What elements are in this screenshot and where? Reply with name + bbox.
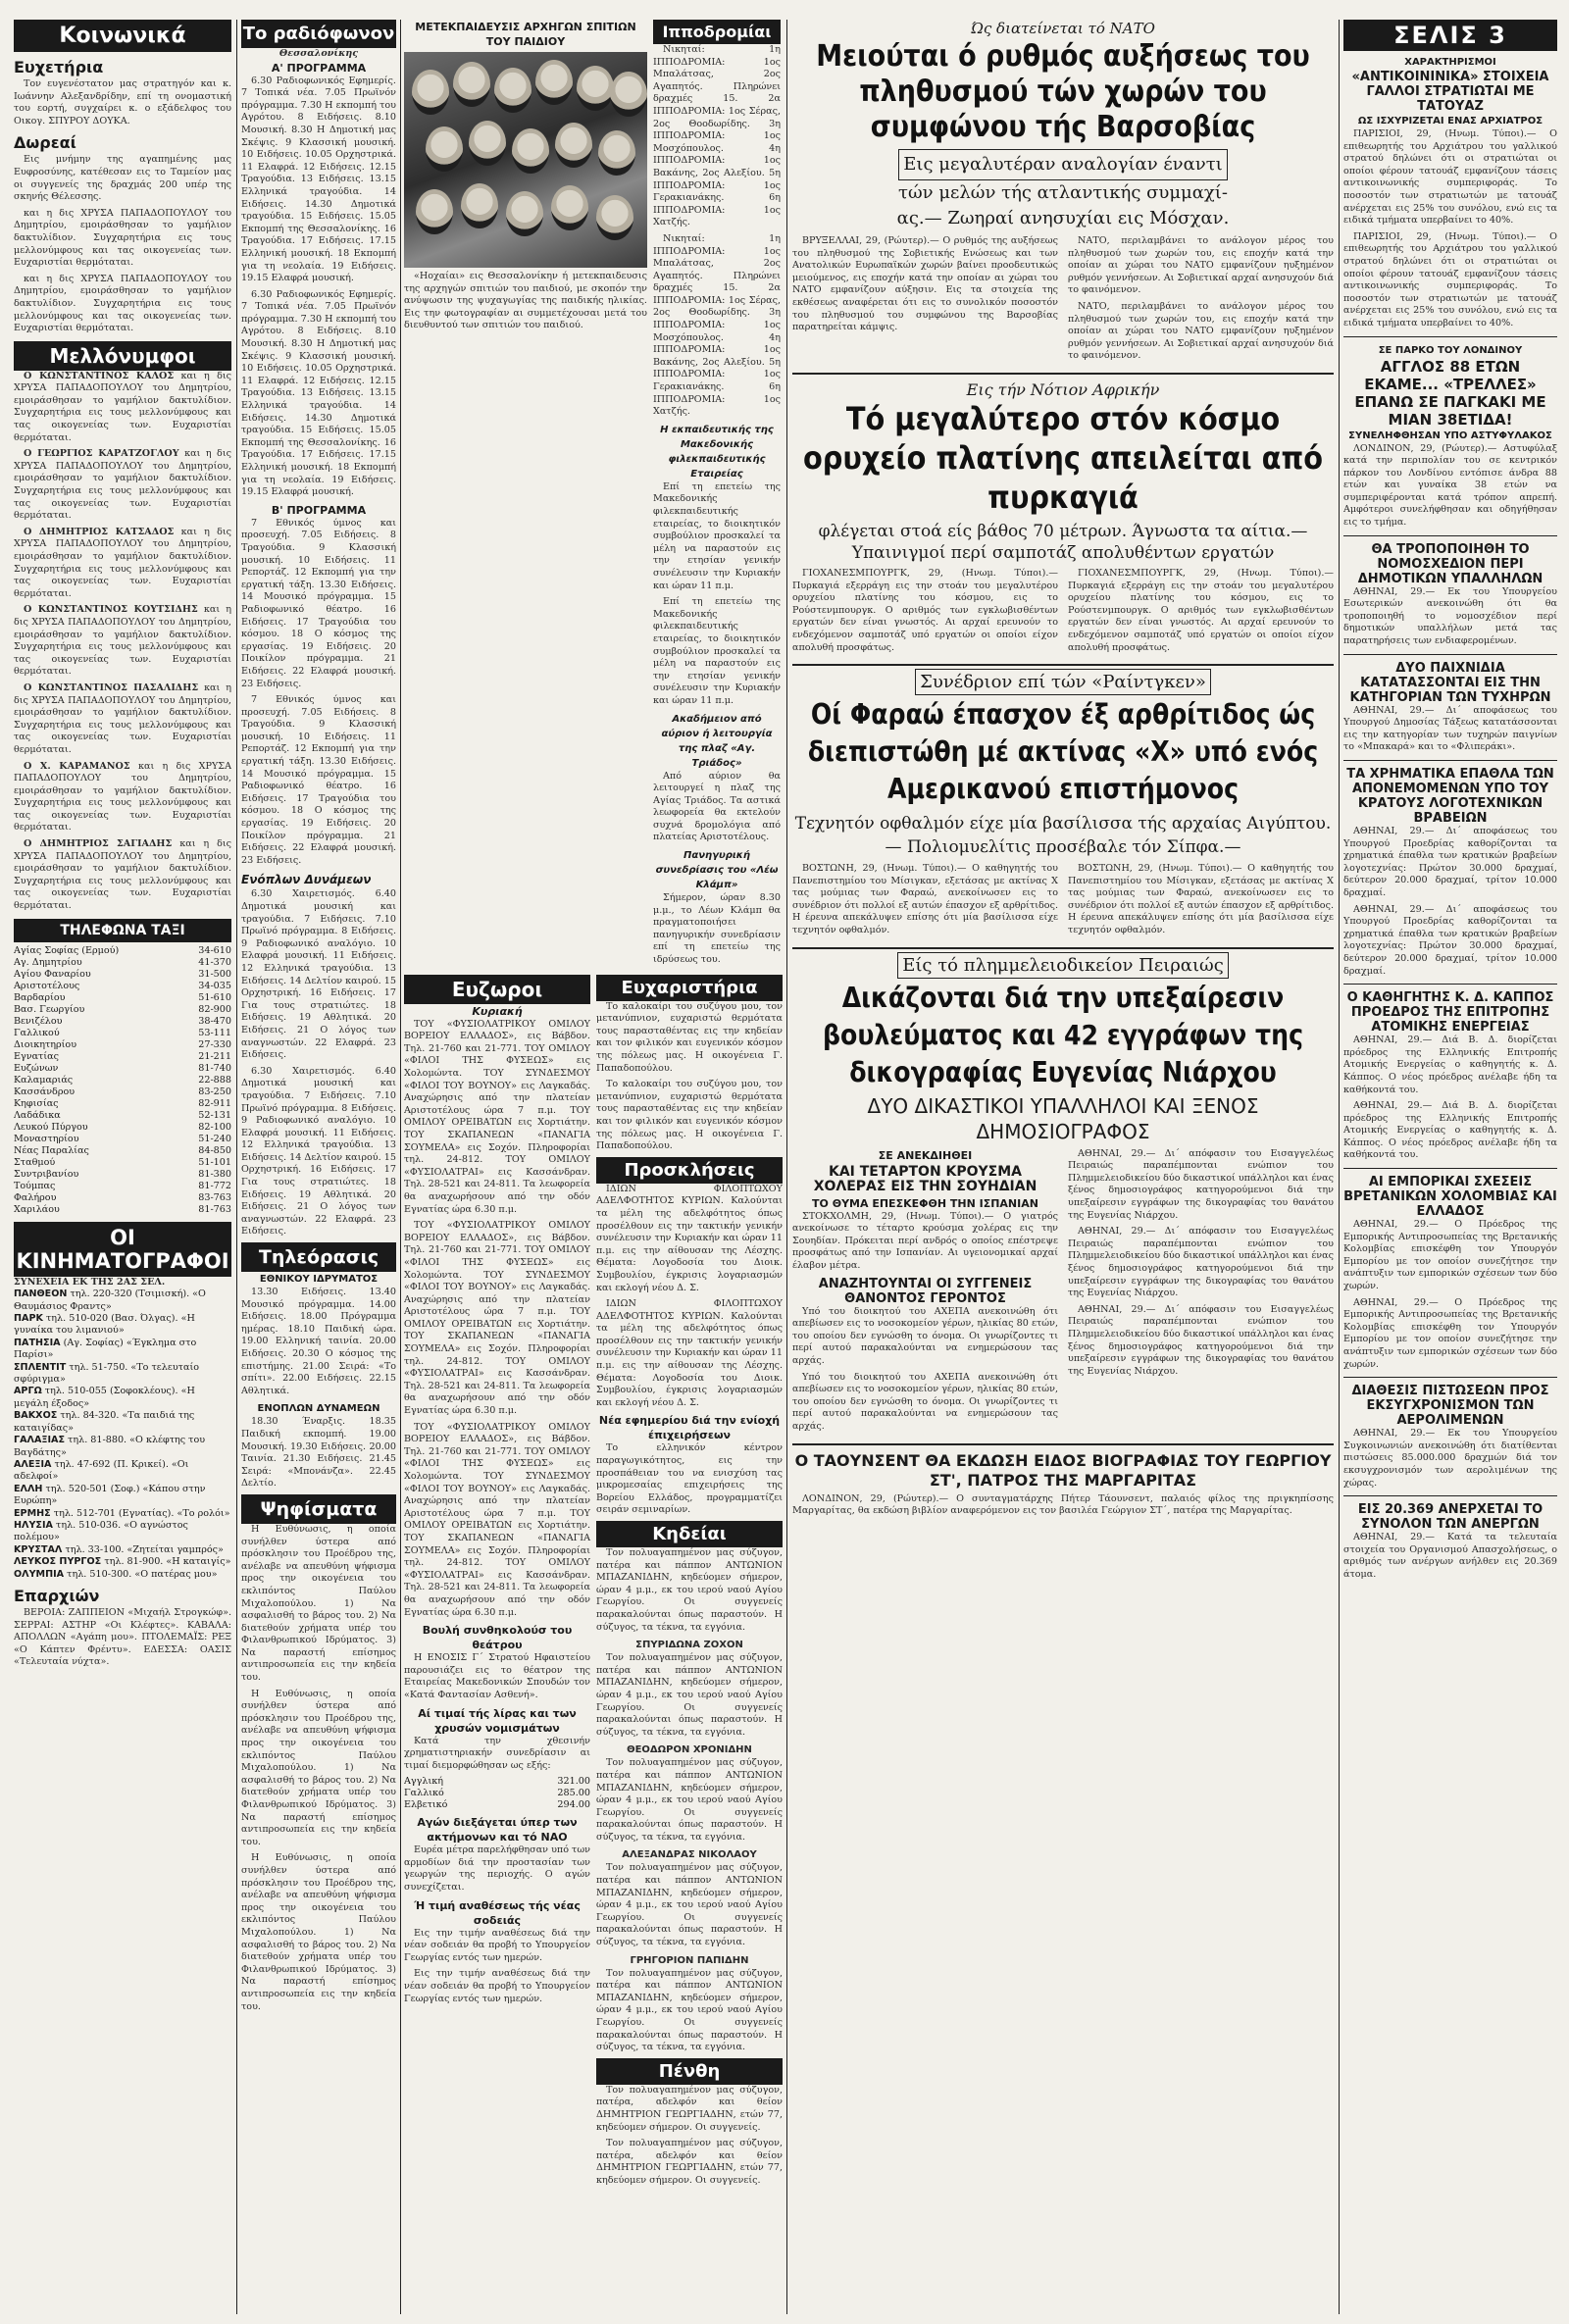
taxi-number: 81-772 <box>198 1180 231 1191</box>
africa-text: ΓΙΟΧΑΝΕΣΜΠΟΥΡΓΚ, 29, (Ηνωμ. Τύποι).— Πυρκαγιά εξερράγη εις την στοάν του μεγαλυτέρου ορυχείου πλατίνης του κόσμου, εις το Ρούστενμπουργκ. Ο αριθμός των εγκλωβισθέντων εργατών δεν είναι γνωστός. Αι αρχαί ερευνούν το ενδεχόμενον σαμποτάζ υπό εργατών οι οποίοι είχον απολυθή προσφάτως. <box>792 567 1058 653</box>
timi-text: Κατά την χθεσινήν χρηματιστηριακήν συνεδρίασιν αι τιμαί διεμορφώθησαν ως εξής: <box>404 1735 590 1771</box>
cinema-name: ΕΛΛΗ <box>14 1483 43 1494</box>
akadimia-text: Από αύριον θα λειτουργεί η πλαζ της Αγίας Τριάδος. Τα αστικά λεωφορεία θα εκτελούν συχνά δρομολόγια από πλατείας Αριστοτέλους. <box>653 770 781 843</box>
hippodromia-header: Ιπποδρομίαι <box>653 20 781 44</box>
taxi-row <box>14 1098 231 1110</box>
kideies-header: Κηδείαι <box>596 1521 783 1547</box>
taxi-row <box>14 1169 231 1181</box>
cholera-subhead: ΤΟ ΘΥΜΑ ΕΠΕΣΚΕΦΘΗ ΤΗΝ ΙΣΠΑΝΙΑΝ <box>812 1196 1038 1210</box>
taxi-number: 52-131 <box>198 1109 231 1121</box>
taxi-row <box>14 1134 231 1145</box>
makedoniki-title: Η εκπαιδευτικής της Μακεδονικής φιλεκπαιδευτικής Εταιρείας <box>660 424 774 480</box>
column-rule <box>236 20 237 2314</box>
price-row <box>404 1799 590 1811</box>
taxi-row <box>14 992 231 1004</box>
taxi-name: Φαλήρου <box>14 1191 57 1203</box>
cinema-listing: τηλ. 520-501 (Σοφ.) «Κάπου στην Ευρώπη» <box>14 1483 206 1507</box>
cinema-name: ΒΑΚΧΟΣ <box>14 1410 58 1422</box>
taxi-row <box>14 945 231 957</box>
cinema-name: ΛΕΥΚΟΣ ΠΥΡΓΟΣ <box>14 1556 102 1568</box>
nato-kicker: Ώς διατείνεται τό ΝΑΤΟ <box>971 20 1155 37</box>
agon-title: Αγών διεξάγεται ύπερ των ακτήμονων και τό ΝΑΟ <box>417 1816 578 1844</box>
cinema-name: ΗΛΥΣΙΑ <box>14 1519 53 1531</box>
cinema-list <box>14 1288 231 1581</box>
taxi-name: Κασσάνδρου <box>14 1086 76 1097</box>
cinema-item <box>14 1556 231 1568</box>
timi-title: Αί τιμαί τής λίρας και των χρυσών νομισμάτων <box>418 1706 577 1735</box>
headline-6: Ο ΚΑΘΗΓΗΤΗΣ Κ. Δ. ΚΑΠΠΟΣ ΠΡΟΕΔΡΟΣ ΤΗΣ ΕΠΙΤΡΟΠΗΣ ΑΤΟΜΙΚΗΣ ΕΝΕΡΓΕΙΑΣ <box>1346 990 1554 1036</box>
cinema-item <box>14 1484 231 1508</box>
cinema-item <box>14 1313 231 1338</box>
taxi-name: Κηφισίας <box>14 1097 59 1109</box>
peiraia-headline: Δικάζονται διά την υπεξαίρεσιν βουλεύματος και 42 εγγράφων της δικογραφίας Ευγενίας Νιάρχου <box>822 981 1303 1088</box>
nato-text-2: ΝΑΤΟ, περιλαμβάνει το ανάλογον μέρος του πληθυσμού των χωρών του, εις εποχήν κατά την οποίαν αι χώραι του ΝΑΤΟ εμφανίζουν ηυξημένον ρυθμόν γεννήσεων. Αι Σοβιετικαί αρχαί ανησυχούν διά το φαινόμενον. ΝΑΤΟ, περιλαμβάνει το ανάλογον μέρος του πληθυσμού των χωρών του, εις εποχήν κατά την οποίαν αι χώραι του ΝΑΤΟ εμφανίζουν ηυξημένον ρυθμόν γεννήσεων. Αι Σοβιετικαί αρχαί ανησυχούν διά το φαινόμενον. <box>1068 235 1334 362</box>
cinema-name: ΠΑΝΘΕΟΝ <box>14 1288 68 1300</box>
radio-header: Το ραδιόφωνον <box>241 20 396 48</box>
cinema-name: ΑΛΕΞΙΑ <box>14 1458 52 1470</box>
headline-3: ΘΑ ΤΡΟΠΟΠΟΙΗΘΗ ΤΟ ΝΟΜΟΣΧΕΔΙΟΝ ΠΕΡΙ ΔΗΜΟΤΙΚΩΝ ΥΠΑΛΛΗΛΩΝ <box>1357 541 1544 586</box>
nea-title: Νέα εφημερίου διά την ενίοχή έπιχειρήσεων <box>598 1414 781 1442</box>
geron-headline: ΑΝΑΖΗΤΟΥΝΤΑΙ ΟΙ ΣΥΓΓΕΝΕΙΣ ΘΑΝΟΝΤΟΣ ΓΕΡΟΝΤΟΣ <box>818 1276 1033 1306</box>
nato-subhead: Εις μεγαλυτέραν αναλογίαν έναντι τών μελών τής ατλαντικής συμμαχί- ας.— Ζωηραί ανησυχίαι εις Μόσχαν. <box>792 149 1334 231</box>
headline-4: ΔΥΟ ΠΑΙΧΝΙΔΙΑ ΚΑΤΑΤΑΣΣΟΝΤΑΙ ΕΙΣ ΤΗΝ ΚΑΤΗΓΟΡΙΑΝ ΤΩΝ ΤΥΧΗΡΩΝ <box>1349 660 1551 705</box>
cinema-listing: τηλ. 512-701 (Εγνατίας). «Το ρολόι» <box>53 1507 230 1519</box>
taxi-row <box>14 1039 231 1051</box>
cinema-name: ΠΑΤΗΣΙΑ <box>14 1337 61 1348</box>
photo-title: ΜΕΤΕΚΠΑΙΔΕΥΣΙΣ ΑΡΧΗΓΩΝ ΣΠΙΤΙΩΝ ΤΟΥ ΠΑΙΔΙΟΥ <box>415 21 636 48</box>
raintgen-text: ΒΟΣΤΩΝΗ, 29, (Ηνωμ. Τύποι).— Ο καθηγητής του Πανεπιστημίου του Μίσιγκαν, εξετάσας με ακτίνας Χ τας μούμιας των Φαραώ, ανεκοίνωσεν εις το συνέδριον ότι πολλοί εξ αυτών έπασχον εξ αρθρίτιδος. Η έρευνα απεκάλυψεν επίσης ότι μία βασίλισσα είχε τεχνητόν οφθαλμόν. <box>792 863 1058 936</box>
cholera-text: ΣΤΟΚΧΟΛΜΗ, 29, (Ηνωμ. Τύποι).— Ο γιατρός ανεκοίνωσε το τέταρτο κρούσμα χολέρας εις την Σουηδίαν. Πρόκειται περί ανδρός ο οποίος επέστρεψε προσφάτως από την Ισπανίαν. Αι υγειονομικαί αρχαί έλαβον μέτρα. <box>792 1210 1058 1272</box>
price-label: Αγγλική <box>404 1776 443 1788</box>
text-7: ΑΘΗΝΑΙ, 29.— Ο Πρόεδρος της Εμπορικής Αντιπροσωπείας της Βρετανικής Κολομβίας επισκέφθη τον Υπουργόν Εμπορίου με τον οποίον συνεζήτησε την ανάπτυξιν των εμπορικών σχέσεων των δύο χωρών. ΑΘΗΝΑΙ, 29.— Ο Πρόεδρος της Εμπορικής Αντιπροσωπείας της Βρετανικής Κολομβίας επισκέφθη τον Υπουργόν Εμπορίου με τον οποίον συνεζήτησε την ανάπτυξιν των εμπορικών σχέσεων των δύο χωρών. <box>1343 1219 1557 1370</box>
text-2: ΛΟΝΔΙΝΟΝ, 29, (Ρώυτερ).— Αστυφύλαξ κατά την περιπολίαν του σε κεντρικόν πάρκον του Λονδίνου εντόπισε άνδρα 88 ετών και γυναίκα 38 ετών να συμπεριφέρονται κατά τρόπον απρεπή. Αμφότεροι συνελήφθησαν και οδηγήθησαν εις το τμήμα. <box>1343 442 1557 529</box>
price-label: Ελβετικό <box>404 1799 448 1811</box>
taxi-name: Μοναστηρίου <box>14 1133 79 1144</box>
cinema-header: ΟΙ ΚΙΝΗΜΑΤΟΓΡΑΦΟΙ <box>14 1222 231 1277</box>
headline-1-sub: ΩΣ ΙΣΧΥΡΙΖΕΤΑΙ ΕΝΑΣ ΑΡΧΙΑΤΡΟΣ <box>1357 116 1544 126</box>
text-4: ΑΘΗΝΑΙ, 29.— Δι΄ αποφάσεως του Υπουργού Δημοσίας Τάξεως κατατάσσονται εις την κατηγορίαν των τυχηρών παιγνίων το «Μπακαρά» και το «Φλιπεράκι». <box>1343 704 1557 753</box>
vouli-text: Η ΕΝΟΣΙΣ Γ΄ Στρατού Ηφαιστείου παρουσιάζει εις το θέατρον της Εταιρείας Μακεδονικών Σπουδών τον «Κατά Φαντασίαν Ασθενή». <box>404 1652 590 1700</box>
headline-7: ΑΙ ΕΜΠΟΡΙΚΑΙ ΣΧΕΣΕΙΣ ΒΡΕΤΑΝΙΚΩΝ ΧΟΛΟΜΒΙΑΣ ΚΑΙ ΕΛΛΑΔΟΣ <box>1343 1175 1557 1220</box>
column-middle <box>404 20 783 2314</box>
taxi-name: Λαδάδικα <box>14 1109 61 1121</box>
africa-headline: Τό μεγαλύτερο στόν κόσμο ορυχείο πλατίνης απειλείται από πυρκαγιά <box>802 399 1323 516</box>
cinema-name: ΕΡΜΗΣ <box>14 1507 51 1519</box>
cholera-kicker: ΣΕ ΑΝΕΚΔΙΗΘΕΙ <box>878 1148 973 1162</box>
column-right <box>1343 20 1557 2314</box>
cinema-listing: τηλ. 510-020 (Βασ. Όλγας). «Η γυναίκα του λιμανιού» <box>14 1313 195 1337</box>
taxi-number: 81-763 <box>198 1203 231 1215</box>
taxi-number: 81-380 <box>198 1168 231 1180</box>
enoplon-text: 6.30 Χαιρετισμός. 6.40 Δημοτικά μουσική και τραγούδια. 7 Ειδήσεις. 7.10 Πρωϊνό πρόγραμμα. 8 Ειδήσεις. 9 Ραδιοφωνικό αναλόγιο. 10 Ελαφρά μουσική. 11 Ειδήσεις. 12 Ελληνικά τραγούδια. 13 Ειδήσεις. 14 Δελτίον καιρού. 15 Ορχηστρική. 16 Ειδήσεις. 17 Για τους στρατιώτες. 18 Ειδήσεις. 19 Αθλητικά. 20 Ειδήσεις. 21 Ο λόγος των αναγνωστών. 22 Ελαφρά. 23 Ειδήσεις. 6.30 Χαιρετισμός. 6.40 Δημοτικά μουσική και τραγούδια. 7 Ειδήσεις. 7.10 Πρωϊνό πρόγραμμα. 8 Ειδήσεις. 9 Ραδιοφωνικό αναλόγιο. 10 Ελαφρά μουσική. 11 Ειδήσεις. 12 Ελληνικά τραγούδια. 13 Ειδήσεις. 14 Δελτίον καιρού. 15 Ορχηστρική. 16 Ειδήσεις. 17 Για τους στρατιώτες. 18 Ειδήσεις. 19 Αθλητικά. 20 Ειδήσεις. 21 Ο λόγος των αναγνωστών. 22 Ελαφρά. 23 Ειδήσεις. <box>241 888 396 1238</box>
makedoniki-text: Επί τη επετείω της Μακεδονικής φιλεκπαιδευτικής εταιρείας, το διοικητικόν συμβούλιον προσκαλεί τα μέλη να παραστούν εις την ετησίαν γενικήν συνέλευσιν την Κυριακήν και ώραν 11 π.μ. Επί τη επετείω της Μακεδονικής φιλεκπαιδευτικής εταιρείας, το διοικητικόν συμβούλιον προσκαλεί τα μέλη να παραστούν εις την ετησίαν γενικήν συνέλευσιν την Κυριακήν και ώραν 11 π.μ. <box>653 480 781 706</box>
taxi-name: Αριστοτέλους <box>14 980 80 991</box>
taxi-row <box>14 1075 231 1086</box>
headline-2: ΑΓΓΛΟΣ 88 ΕΤΩΝ ΕΚΑΜΕ... «ΤΡΕΛΛΕΣ» ΕΠΑΝΩ ΣΕ ΠΑΓΚΑΚΙ ΜΕ ΜΙΑΝ 38ΕΤΙΔΑ! <box>1354 357 1546 429</box>
taxi-name: Βενιζέλου <box>14 1015 63 1027</box>
text-1: ΠΑΡΙΣΙΟΙ, 29, (Ηνωμ. Τύποι).— Ο επιθεωρητής του Αρχιάτρου του γαλλικού στρατού δηλώνει ότι οι στρατιώται οι οποίοι φέρουν τατουάζ εμφανίζουν τάσεις αντικοινωνικής συμπεριφοράς. Το ποσοστόν των στρατιωτών με τατουάζ ανέρχεται εις 25% του συνόλου, ενώ εις τα ειδικά τμήματα υπερβαίνει το 40%. ΠΑΡΙΣΙΟΙ, 29, (Ηνωμ. Τύποι).— Ο επιθεωρητής του Αρχιάτρου του γαλλικού στρατού δηλώνει ότι οι στρατιώται οι οποίοι φέρουν τατουάζ εμφανίζουν τάσεις αντικοινωνικής συμπεριφοράς. Το ποσοστόν των στρατιωτών με τατουάζ ανέρχεται εις 25% του συνόλου, ενώ εις τα ειδικά τμήματα υπερβαίνει το 40%. <box>1343 128 1557 328</box>
text-9: ΑΘΗΝΑΙ, 29.— Κατά τα τελευταία στοιχεία του Οργανισμού Απασχολήσεως, ο αριθμός των ανέργων ανήλθεν εις 20.369 άτομα. <box>1343 1532 1557 1580</box>
peiraia-kicker: Είς τό πλημμελειοδικείον Πειραιώς <box>792 955 1334 976</box>
nea-text: Το ελληνικόν κέντρον παραγωγικότητος, εις την προσπάθειαν του να ενισχύση τας μικρομεσαίας επιχειρήσεις της Βορείου Ελλάδος, προγραμματίζει σειράν σεμιναρίων. <box>596 1442 783 1516</box>
taxi-name: Αγίου Φαναρίου <box>14 968 91 980</box>
taxi-number: 82-911 <box>198 1097 231 1109</box>
taxi-row <box>14 1063 231 1075</box>
group-photo <box>404 52 647 268</box>
kicker-1: ΧΑΡΑΚΤΗΡΙΣΜΟΙ <box>1404 57 1496 68</box>
taxi-row <box>14 1051 231 1063</box>
melloyntes-header: Μελλόνυμφοι <box>14 341 231 371</box>
cinema-listing: τηλ. 510-055 (Σοφοκλέους). «Η μεγάλη έξοδος» <box>14 1386 195 1409</box>
tv2-sub: ΕΝΟΠΛΩΝ ΔΥΝΑΜΕΩΝ <box>257 1403 380 1415</box>
headline-8: ΔΙΑΘΕΣΙΣ ΠΙΣΤΩΣΕΩΝ ΠΡΟΣ ΕΚΣΥΓΧΡΟΝΙΣΜΟΝ ΤΩΝ ΑΕΡΟΛΙΜΕΝΩΝ <box>1351 1384 1549 1429</box>
price-row <box>404 1788 590 1799</box>
taxi-row <box>14 1004 231 1016</box>
taxi-row <box>14 981 231 992</box>
africa-subhead: φλέγεται στοά είς βάθος 70 μέτρων. Άγνωστα τα αίτια.— Υπαινιγμοί περί σαμποτάζ απολυθέντων εργατών <box>818 521 1308 563</box>
taxi-number: 31-500 <box>198 968 231 980</box>
taxi-row <box>14 969 231 981</box>
raintgen-text-2: ΒΟΣΤΩΝΗ, 29, (Ηνωμ. Τύποι).— Ο καθηγητής του Πανεπιστημίου του Μίσιγκαν, εξετάσας με ακτίνας Χ τας μούμιας των Φαραώ, ανεκοίνωσεν εις το συνέδριον ότι πολλοί εξ αυτών έπασχον εξ αρθρίτιδος. Η έρευνα απεκάλυψεν επίσης ότι μία βασίλισσα είχε τεχνητόν οφθαλμόν. <box>1068 863 1334 936</box>
eyzoroi-text: ΤΟΥ «ΦΥΣΙΟΛΑΤΡΙΚΟΥ ΟΜΙΛΟΥ ΒΟΡΕΙΟΥ ΕΛΛΑΔΟΣ», εις Βάβδον. Τηλ. 21-760 και 21-771. ΤΟΥ ΟΜΙΛΟΥ «ΦΙΛΟΙ ΤΗΣ ΦΥΣΕΩΣ» εις Χολομώντα. ΤΟΥ ΣΥΝΔΕΣΜΟΥ «ΦΙΛΟΙ ΤΟΥ ΒΟΥΝΟΥ» εις Λαγκαδάς. Αναχώρησις από την πλατείαν Αριστοτέλους ώρα 7 π.μ. ΤΟΥ ΟΜΙΛΟΥ ΟΡΕΙΒΑΤΩΝ εις Χορτιάτην. ΤΟΥ ΣΚΑΠΑΝΕΩΝ «ΠΑΝΑΓΙΑ ΣΟΥΜΕΛΑ» εις Σοχόν. Πληροφορίαι τηλ. 24-812. ΤΟΥ ΟΜΙΛΟΥ «ΦΥΣΙΟΛΑΤΡΑΙ» εις Κασσάνδραν. Τηλ. 28-521 και 24-811. Τα λεωφορεία θα αναχωρήσουν από την οδόν Εγνατίας ώρα 6.30 π.μ. ΤΟΥ «ΦΥΣΙΟΛΑΤΡΙΚΟΥ ΟΜΙΛΟΥ ΒΟΡΕΙΟΥ ΕΛΛΑΔΟΣ», εις Βάβδον. Τηλ. 21-760 και 21-771. ΤΟΥ ΟΜΙΛΟΥ «ΦΙΛΟΙ ΤΗΣ ΦΥΣΕΩΣ» εις Χολομώντα. ΤΟΥ ΣΥΝΔΕΣΜΟΥ «ΦΙΛΟΙ ΤΟΥ ΒΟΥΝΟΥ» εις Λαγκαδάς. Αναχώρησις από την πλατείαν Αριστοτέλους ώρα 7 π.μ. ΤΟΥ ΟΜΙΛΟΥ ΟΡΕΙΒΑΤΩΝ εις Χορτιάτην. ΤΟΥ ΣΚΑΠΑΝΕΩΝ «ΠΑΝΑΓΙΑ ΣΟΥΜΕΛΑ» εις Σοχόν. Πληροφορίαι τηλ. 24-812. ΤΟΥ ΟΜΙΛΟΥ «ΦΥΣΙΟΛΑΤΡΑΙ» εις Κασσάνδραν. Τηλ. 28-521 και 24-811. Τα λεωφορεία θα αναχωρήσουν από την οδόν Εγνατίας ώρα 6.30 π.μ. ΤΟΥ «ΦΥΣΙΟΛΑΤΡΙΚΟΥ ΟΜΙΛΟΥ ΒΟΡΕΙΟΥ ΕΛΛΑΔΟΣ», εις Βάβδον. Τηλ. 21-760 και 21-771. ΤΟΥ ΟΜΙΛΟΥ «ΦΙΛΟΙ ΤΗΣ ΦΥΣΕΩΣ» εις Χολομώντα. ΤΟΥ ΣΥΝΔΕΣΜΟΥ «ΦΙΛΟΙ ΤΟΥ ΒΟΥΝΟΥ» εις Λαγκαδάς. Αναχώρησις από την πλατείαν Αριστοτέλους ώρα 7 π.μ. ΤΟΥ ΟΜΙΛΟΥ ΟΡΕΙΒΑΤΩΝ εις Χορτιάτην. ΤΟΥ ΣΚΑΠΑΝΕΩΝ «ΠΑΝΑΓΙΑ ΣΟΥΜΕΛΑ» εις Σοχόν. Πληροφορίαι τηλ. 24-812. ΤΟΥ ΟΜΙΛΟΥ «ΦΥΣΙΟΛΑΤΡΑΙ» εις Κασσάνδραν. Τηλ. 28-521 και 24-811. Τα λεωφορεία θα αναχωρήσουν από την οδόν Εγνατίας ώρα 6.30 π.μ. <box>404 1018 590 1618</box>
taxi-name: Βαρδαρίου <box>14 991 66 1003</box>
africa-kicker: Εις τήν Νότιον Αφρικήν <box>966 379 1160 399</box>
cinema-name: ΚΡΥΣΤΑΛ <box>14 1543 63 1555</box>
prog-a-text: 6.30 Ραδιοφωνικός Εφημερίς. 7 Τοπικά νέα. 7.05 Πρωϊνόν πρόγραμμα. 7.30 Η εκπομπή του Αγρότου. 8 Ειδήσεις. 8.10 Μουσική. 8.30 Η Δημοτική μας Σκέψις. 9 Κλασσική μουσική. 10 Ειδήσεις. 10.05 Ορχηστρικά. 11 Ελαφρά. 12 Ειδήσεις. 12.15 Τραγούδια. 13 Ειδήσεις. 13.15 Ελληνικά τραγούδια. 14 Ειδήσεις. 14.30 Δημοτικά τραγούδια. 15 Ειδήσεις. 15.05 Εκπομπή της Θεσσαλονίκης. 16 Τραγούδια. 17 Ειδήσεις. 17.15 Ελληνική μουσική. 18 Εκπομπή για τη νεολαία. 19 Ειδήσεις. 19.15 Ελαφρά μουσική. 6.30 Ραδιοφωνικός Εφημερίς. 7 Τοπικά νέα. 7.05 Πρωϊνόν πρόγραμμα. 7.30 Η εκπομπή του Αγρότου. 8 Ειδήσεις. 8.10 Μουσική. 8.30 Η Δημοτική μας Σκέψις. 9 Κλασσική μουσική. 10 Ειδήσεις. 10.05 Ορχηστρικά. 11 Ελαφρά. 12 Ειδήσεις. 12.15 Τραγούδια. 13 Ειδήσεις. 13.15 Ελληνικά τραγούδια. 14 Ειδήσεις. 14.30 Δημοτικά τραγούδια. 15 Ειδήσεις. 15.05 Εκπομπή της Θεσσαλονίκης. 16 Τραγούδια. 17 Ειδήσεις. 17.15 Ελληνική μουσική. 18 Εκπομπή για τη νεολαία. 19 Ειδήσεις. 19.15 Ελαφρά μουσική. <box>241 75 396 498</box>
taxi-header: ΤΗΛΕΦΩΝΑ ΤΑΞΙ <box>14 919 231 942</box>
taxi-number: 83-250 <box>198 1086 231 1097</box>
eyzoroi-header: Ευζωροι <box>404 975 590 1004</box>
headline-9: ΕΙΣ 20.369 ΑΝΕΡΧΕΤΑΙ ΤΟ ΣΥΝΟΛΟΝ ΤΩΝ ΑΝΕΡΓΩΝ <box>1357 1502 1544 1533</box>
hippodromia-text: Νικηταί: 1η ΙΠΠΟΔΡΟΜΙΑ: 1ος Μπαλάτσας, 2ος Αγαπητός. Πληρώνει δραχμές 15. 2α ΙΠΠΟΔΡΟΜΙΑ: 1ος Σέρας, 2ος Θοοδωρίδης. 3η ΙΠΠΟΔΡΟΜΙΑ: 1ος Μοσχόπουλος. 4η ΙΠΠΟΔΡΟΜΙΑ: 1ος Βακάνης, 2ος Αλεξίου. 5η ΙΠΠΟΔΡΟΜΙΑ: 1ος Γερακιανάκης. 6η ΙΠΠΟΔΡΟΜΙΑ: 1ος Χατζής. Νικηταί: 1η ΙΠΠΟΔΡΟΜΙΑ: 1ος Μπαλάτσας, 2ος Αγαπητός. Πληρώνει δραχμές 15. 2α ΙΠΠΟΔΡΟΜΙΑ: 1ος Σέρας, 2ος Θοοδωρίδης. 3η ΙΠΠΟΔΡΟΜΙΑ: 1ος Μοσχόπουλος. 4η ΙΠΠΟΔΡΟΜΙΑ: 1ος Βακάνης, 2ος Αλεξίου. 5η ΙΠΠΟΔΡΟΜΙΑ: 1ος Γερακιανάκης. 6η ΙΠΠΟΔΡΟΜΙΑ: 1ος Χατζής. <box>653 44 781 418</box>
taxi-row <box>14 1181 231 1192</box>
price-value: 294.00 <box>557 1799 590 1811</box>
taxi-number: 83-763 <box>198 1191 231 1203</box>
cinema-item <box>14 1520 231 1544</box>
taxi-number: 22-888 <box>198 1074 231 1086</box>
text-3: ΑΘΗΝΑΙ, 29.— Εκ του Υπουργείου Εσωτερικών ανεκοινώθη ότι θα τροποποιηθή το νομοσχέδιον περί δημοτικών υπαλλήλων μετά τας παρατηρήσεις των ενδιαφερομένων. <box>1343 585 1557 647</box>
dorea-title: Δωρεαί <box>14 133 76 153</box>
vouli-title: Βουλή συνθηκολούσ του θεάτρου <box>422 1624 573 1652</box>
prosklisis-text: ΙΔΙΩΝ ΦΙΛΟΠΤΩΧΟΥ ΑΔΕΛΦΟΤΗΤΟΣ ΚΥΡΙΩΝ. Καλούνται τα μέλη της αδελφότητος όπως προσέλθουν εις την τακτικήν γενικήν συνέλευσιν την Κυριακήν και ώραν 11 π.μ. εις την αίθουσαν της Λέσχης. Θέματα: Λογοδοσία του Διοικ. Συμβουλίου, έγκρισις λογαριασμών και εκλογή νέου Δ. Σ. ΙΔΙΩΝ ΦΙΛΟΠΤΩΧΟΥ ΑΔΕΛΦΟΤΗΤΟΣ ΚΥΡΙΩΝ. Καλούνται τα μέλη της αδελφότητος όπως προσέλθουν εις την τακτικήν γενικήν συνέλευσιν την Κυριακήν και ώραν 11 π.μ. εις την αίθουσαν της Λέσχης. Θέματα: Λογοδοσία του Διοικ. Συμβουλίου, έγκρισις λογαριασμών και εκλογή νέου Δ. Σ. <box>596 1183 783 1408</box>
taxi-name: Διοικητηρίου <box>14 1038 77 1050</box>
kideies-text: Τον πολυαγαπημένον μας σύζυγον, πατέρα και πάππον ΑΝΤΩΝΙΟΝ ΜΠΑΖΑΝΙΔΗΝ, κηδεύομεν σήμερον, ώραν 4 μ.μ., εκ του ιερού ναού Αγίου Γεωργίου. Οι συγγενείς παρακαλούνται όπως παραστούν. Η σύζυγος, τα τέκνα, τα εγγόνια. ΣΠΥΡΙΔΩΝΑ ΖΟΧΟΝ Τον πολυαγαπημένον μας σύζυγον, πατέρα και πάππον ΑΝΤΩΝΙΟΝ ΜΠΑΖΑΝΙΔΗΝ, κηδεύομεν σήμερον, ώραν 4 μ.μ., εκ του ιερού ναού Αγίου Γεωργίου. Οι συγγενείς παρακαλούνται όπως παραστούν. Η σύζυγος, τα τέκνα, τα εγγόνια. ΘΕΟΔΩΡΟΝ ΧΡΟΝΙΔΗΝ Τον πολυαγαπημένον μας σύζυγον, πατέρα και πάππον ΑΝΤΩΝΙΟΝ ΜΠΑΖΑΝΙΔΗΝ, κηδεύομεν σήμερον, ώραν 4 μ.μ., εκ του ιερού ναού Αγίου Γεωργίου. Οι συγγενείς παρακαλούνται όπως παραστούν. Η σύζυγος, τα τέκνα, τα εγγόνια. ΑΛΕΞΑΝΔΡΑΣ ΝΙΚΟΛΑΟΥ Τον πολυαγαπημένον μας σύζυγον, πατέρα και πάππον ΑΝΤΩΝΙΟΝ ΜΠΑΖΑΝΙΔΗΝ, κηδεύομεν σήμερον, ώραν 4 μ.μ., εκ του ιερού ναού Αγίου Γεωργίου. Οι συγγενείς παρακαλούνται όπως παραστούν. Η σύζυγος, τα τέκνα, τα εγγόνια. ΓΡΗΓΟΡΙΟΝ ΠΑΠΙΔΗΝ Τον πολυαγαπημένον μας σύζυγον, πατέρα και πάππον ΑΝΤΩΝΙΟΝ ΜΠΑΖΑΝΙΔΗΝ, κηδεύομεν σήμερον, ώραν 4 μ.μ., εκ του ιερού ναού Αγίου Γεωργίου. Οι συγγενείς παρακαλούνται όπως παραστούν. Η σύζυγος, τα τέκνα, τα εγγόνια. <box>596 1547 783 2053</box>
taxi-name: Καλαμαριάς <box>14 1074 74 1086</box>
taxi-number: 82-900 <box>198 1003 231 1015</box>
cinema-name: ΠΑΡΚ <box>14 1313 43 1325</box>
headline-2-sub: ΣΥΝΕΛΗΦΘΗΣΑΝ ΥΠΟ ΑΣΤΥΦΥΛΑΚΟΣ <box>1348 429 1552 441</box>
cinema-name: ΑΡΓΩ <box>14 1386 42 1397</box>
cinema-item <box>14 1459 231 1484</box>
penthi-header: Πένθη <box>596 2058 783 2085</box>
nato-text: ΒΡΥΞΕΛΛΑΙ, 29, (Ρώυτερ).— Ο ρυθμός της αυξήσεως του πληθυσμού της Σοβιετικής Ενώσεως και των Ανατολικών Ευρωπαϊκών χωρών βαίνει προοδευτικώς μειούμενος, εις εποχήν κατά την οποίαν αι χώραι του ΝΑΤΟ εμφανίζουν αύξησιν. Εις τα στοιχεία της εκθέσεως αναφέρεται ότι εις το συνολικόν ποσοστόν του πληθυσμού του συμφώνου της Βαρσοβίας παρατηρείται κάμψις. <box>792 235 1058 333</box>
column-radio <box>241 20 396 2314</box>
prog-b-title: Β' ΠΡΟΓΡΑΜΜΑ <box>271 503 367 517</box>
taxi-number: 51-610 <box>198 991 231 1003</box>
prosklisis-header: Προσκλήσεις <box>596 1157 783 1184</box>
text-5: ΑΘΗΝΑΙ, 29.— Δι΄ αποφάσεως του Υπουργού Προεδρίας καθορίζονται τα χρηματικά έπαθλα των κρατικών βραβείων λογοτεχνίας: Πρώτον 30.000 δραχμαί, δεύτερον 20.000 δραχμαί, τρίτον 10.000 δραχμαί. ΑΘΗΝΑΙ, 29.— Δι΄ αποφάσεως του Υπουργού Προεδρίας καθορίζονται τα χρηματικά έπαθλα των κρατικών βραβείων λογοτεχνίας: Πρώτον 30.000 δραχμαί, δεύτερον 20.000 δραχμαί, τρίτον 10.000 δραχμαί. <box>1343 826 1557 977</box>
tv2-text: 18.30 Έναρξις. 18.35 Παιδική εκπομπή. 19.00 Μουσική. 19.30 Ειδήσεις. 20.00 Ταινία. 21.30 Ειδήσεις. 21.45 Σειρά: «Μπονάνζα». 22.45 Δελτίο. <box>241 1416 396 1490</box>
prog-b-text: 7 Εθνικός ύμνος και προσευχή. 7.05 Ειδήσεις. 8 Τραγούδια. 9 Κλασσική μουσική. 10 Ειδήσεις. 11 Ρεπορτάζ. 12 Εκπομπή για την εργατική τάξη. 13.30 Ειδήσεις. 14 Μουσικό πρόγραμμα. 15 Ραδιοφωνικό θέατρο. 16 Ειδήσεις. 17 Τραγούδια του κόσμου. 18 Ο κόσμος της εργασίας. 19 Ειδήσεις. 20 Ποικίλον πρόγραμμα. 21 Ειδήσεις. 22 Ελαφρά μουσική. 23 Ειδήσεις. 7 Εθνικός ύμνος και προσευχή. 7.05 Ειδήσεις. 8 Τραγούδια. 9 Κλασσική μουσική. 10 Ειδήσεις. 11 Ρεπορτάζ. 12 Εκπομπή για την εργατική τάξη. 13.30 Ειδήσεις. 14 Μουσικό πρόγραμμα. 15 Ραδιοφωνικό θέατρο. 16 Ειδήσεις. 17 Τραγούδια του κόσμου. 18 Ο κόσμος της εργασίας. 19 Ειδήσεις. 20 Ποικίλον πρόγραμμα. 21 Ειδήσεις. 22 Ελαφρά μουσική. 23 Ειδήσεις. <box>241 517 396 866</box>
penthi-text: Τον πολυαγαπημένον μας σύζυγον, πατέρα, αδελφόν και θείον ΔΗΜΗΤΡΙΟΝ ΓΕΩΡΓΙΑΔΗΝ, ετών 77, κηδεύομεν σήμερον. Οι συγγενείς. Τον πολυαγαπημένον μας σύζυγον, πατέρα, αδελφόν και θείον ΔΗΜΗΤΡΙΟΝ ΓΕΩΡΓΙΑΔΗΝ, ετών 77, κηδεύομεν σήμερον. Οι συγγενείς. <box>596 2084 783 2186</box>
eyxaristiria-text: Το καλοκαίρι του συζύγου μου, τον μετανύπνιον, ευχαριστώ θερμότατα τους παρασταθέντας εις την κηδείαν και τον φιλικόν και ευγενικόν κόσμον της πόλεως μας. Η οικογένεια Γ. Παπαδοπούλου. Το καλοκαίρι του συζύγου μου, τον μετανύπνιον, ευχαριστώ θερμότατα τους παρασταθέντας εις την κηδείαν και τον φιλικόν και ευγενικόν κόσμον της πόλεως μας. Η οικογένεια Γ. Παπαδοπούλου. <box>596 1000 783 1152</box>
taxi-number: 81-740 <box>198 1062 231 1074</box>
taxi-row <box>14 1145 231 1157</box>
agon-text: Ευρέα μέτρα παρελήφθησαν υπό των αρμοδίων διά την προστασίαν των γεωργών της περιοχής. Ο αγών συνεχίζεται. <box>404 1844 590 1894</box>
taxi-number: 82-100 <box>198 1121 231 1133</box>
headline-5: ΤΑ ΧΡΗΜΑΤΙΚΑ ΕΠΑΘΛΑ ΤΩΝ ΑΠΟΝΕΜΟΜΕΝΩΝ ΥΠΟ ΤΟΥ ΚΡΑΤΟΥΣ ΛΟΓΟΤΕΧΝΙΚΩΝ ΒΡΑΒΕΙΩΝ <box>1346 767 1554 826</box>
cinema-listing: τηλ. 510-036. «Ο αγνώστος πολέμου» <box>14 1519 188 1543</box>
georgios-headline: Ο ΤΑΟΥΝΣΕΝΤ ΘΑ ΕΚΔΩΣΗ ΕΙΔΟΣ ΒΙΟΓΡΑΦΙΑΣ ΤΟΥ ΓΕΩΡΓΙΟΥ ΣΤ', ΠΑΤΡΟΣ ΤΗΣ ΜΑΡΓΑΡΙΤΑΣ <box>794 1450 1332 1490</box>
taxi-list <box>14 945 231 1216</box>
cinema-name: ΣΠΛΕΝΤΙΤ <box>14 1361 67 1373</box>
cinema-item <box>14 1386 231 1410</box>
eyxaristiria-header: Ευχαριστήρια <box>596 975 783 1001</box>
taxi-number: 34-610 <box>198 944 231 956</box>
kyriaki-label: Κυριακή <box>472 1004 523 1018</box>
photo-caption: «Ηοχαίαι» εις Θεσσαλονίκην ή μετεκπαιδευσις της αρχηγών σπιτιών του παιδιού, με σκοπόν την ανύψωσιν της ψυχαγωγίας της παιδικής ηλικίας. Εις την φωτογραφίαν αι συμμετέχουσαι μετά του διευθυντού των σπιτιών του παιδιού. <box>404 271 647 331</box>
peiraia-text: ΑΘΗΝΑΙ, 29.— Δι΄ απόφασιν του Εισαγγελέως Πειραιώς παραπέμπονται ενώπιον του Πλημμελειοδικείου δύο δικαστικοί υπάλληλοι και ένας ξένος δημοσιογράφος κατηγορούμενοι διά την υπεξαίρεσιν εγγράφων της δικογραφίας του θανάτου της Ευγενίας Νιάρχου. ΑΘΗΝΑΙ, 29.— Δι΄ απόφασιν του Εισαγγελέως Πειραιώς παραπέμπονται ενώπιον του Πλημμελειοδικείου δύο δικαστικοί υπάλληλοι και ένας ξένος δημοσιογράφος κατηγορούμενοι διά την υπεξαίρεσιν εγγράφων της δικογραφίας του θανάτου της Ευγενίας Νιάρχου. ΑΘΗΝΑΙ, 29.— Δι΄ απόφασιν του Εισαγγελέως Πειραιώς παραπέμπονται ενώπιον του Πλημμελειοδικείου δύο δικαστικοί υπάλληλοι και ένας ξένος δημοσιογράφος κατηγορούμενοι διά την υπεξαίρεσιν εγγράφων της δικογραφίας του θανάτου της Ευγενίας Νιάρχου. <box>1068 1147 1334 1377</box>
taxi-row <box>14 1204 231 1216</box>
cinema-listing: τηλ. 51-750. «Το τελευταίο σφύριγμα» <box>14 1361 199 1386</box>
column-rule <box>400 20 401 2314</box>
dorea-text: Εις μνήμην της αγαπημένης μας Ευφροσύνης, κατέθεσαν εις το Ταμείον μας οι συγγενείς της δραχμάς 200 υπέρ της σκηνής Θέλεσσης. και η δις ΧΡΥΣΑ ΠΑΠΑΔΟΠΟΥΛΟΥ του Δημητρίου, εμοιράσθησαν το γαμήλιον δακτυλίδιον. Συγχαρητήρια εις τους μελλονύμφους και τας οικογενείας των. Ευχαριστίαι θερμόταται. και η δις ΧΡΥΣΑ ΠΑΠΑΔΟΠΟΥΛΟΥ του Δημητρίου, εμοιράσθησαν το γαμήλιον δακτυλίδιον. Συγχαρητήρια εις τους μελλονύμφους και τας οικογενείας των. Ευχαριστίαι θερμόταται. <box>14 154 231 334</box>
taxi-name: Αγίας Σοφίας (Ερμού) <box>14 944 120 956</box>
prog-a-title: Α' ΠΡΟΓΡΑΜΜΑ <box>271 61 367 75</box>
eychetiria-text: Τον ευγενέστατον μας στρατηγόν και κ. Ιωάννην Αλεξανδρίδην, επί τη ονομαστική του εορτή, συγχαίρει κ. ο εξάδελφος του Οικογ. ΣΠΥΡΟΥ ΔΟΥΚΑ. <box>14 78 231 126</box>
taxi-row <box>14 957 231 969</box>
koinonika-header: Κοινωνικά <box>14 20 231 52</box>
cholera-headline: ΚΑΙ ΤΕΤΑΡΤΟΝ ΚΡΟΥΣΜΑ ΧΟΛΕΡΑΣ ΕΙΣ ΤΗΝ ΣΟΥΗΔΙΑΝ <box>813 1163 1038 1194</box>
taxi-number: 53-111 <box>198 1027 231 1038</box>
taxi-name: Χαριλάου <box>14 1203 60 1215</box>
taxi-row <box>14 1157 231 1169</box>
taxi-row <box>14 1086 231 1098</box>
cinema-item <box>14 1435 231 1459</box>
cinema-item <box>14 1288 231 1313</box>
cinema-listing: τηλ. 220-320 (Τσιμισκή). «Ο Θαυμάσιος Φραντς» <box>14 1288 206 1312</box>
nato-headline: Μειούται ό ρυθμός αυξήσεως του πληθυσμού τών χωρών του συμφώνου τής Βαρσοβίας <box>816 39 1310 144</box>
psifismata-text: Η Ευθύνωσις, η οποία συνήλθεν ύστερα από πρόσκλησιν του Προέδρου της, ανέλαβε να απευθύνη ψήφισμα προς την οικογένεια του εκλιπόντος Παύλου Μιχαλοπούλου. 1) Να ασφαλισθή το βάρος του. 2) Να διατεθούν χρήματα υπέρ του Φιλανθρωπικού Ιδρύματος. 3) Να παραστή επίσημος αντιπροσωπεία εις την κηδεία του. Η Ευθύνωσις, η οποία συνήλθεν ύστερα από πρόσκλησιν του Προέδρου της, ανέλαβε να απευθύνη ψήφισμα προς την οικογένεια του εκλιπόντος Παύλου Μιχαλοπούλου. 1) Να ασφαλισθή το βάρος του. 2) Να διατεθούν χρήματα υπέρ του Φιλανθρωπικού Ιδρύματος. 3) Να παραστή επίσημος αντιπροσωπεία εις την κηδεία του. Η Ευθύνωσις, η οποία συνήλθεν ύστερα από πρόσκλησιν του Προέδρου της, ανέλαβε να απευθύνη ψήφισμα προς την οικογένεια του εκλιπόντος Παύλου Μιχαλοπούλου. 1) Να ασφαλισθή το βάρος του. 2) Να διατεθούν χρήματα υπέρ του Φιλανθρωπικού Ιδρύματος. 3) Να παραστή επίσημος αντιπροσωπεία εις την κηδεία του. <box>241 1523 396 2012</box>
taxi-row <box>14 1122 231 1134</box>
text-8: ΑΘΗΝΑΙ, 29.— Εκ του Υπουργείου Συγκοινωνιών ανεκοινώθη ότι διατίθενται πιστώσεις 85.000.000 δραχμών διά τον εκσυγχρονισμόν των αερολιμένων της χώρας. <box>1343 1428 1557 1489</box>
taxi-row <box>14 1016 231 1028</box>
cinema-item <box>14 1410 231 1435</box>
diatheseis-text: Εις την τιμήν αναθέσεως διά την νέαν σοδειάν θα προβή το Υπουργείον Γεωργίας εντός των ημερών. Εις την τιμήν αναθέσεως διά την νέαν σοδειάν θα προβή το Υπουργείον Γεωργίας εντός των ημερών. <box>404 1927 590 2004</box>
cinema-item <box>14 1338 231 1362</box>
cinema-listing: (Αγ. Σοφίας) «Έγκλημα στο Παρίσι» <box>14 1337 197 1361</box>
text-6: ΑΘΗΝΑΙ, 29.— Διά Β. Δ. διορίζεται πρόεδρος της Ελληνικής Επιτροπής Ατομικής Ενεργείας ο καθηγητής κ. Δ. Κάππος. Ο νέος πρόεδρος ανέλαβε ήδη τα καθήκοντά του. ΑΘΗΝΑΙ, 29.— Διά Β. Δ. διορίζεται πρόεδρος της Ελληνικής Επιτροπής Ατομικής Ενεργείας ο καθηγητής κ. Δ. Κάππος. Ο νέος πρόεδρος ανέλαβε ήδη τα καθήκοντά του. <box>1343 1035 1557 1161</box>
taxi-number: 51-101 <box>198 1156 231 1168</box>
taxi-name: Νέας Παραλίας <box>14 1144 89 1156</box>
cinema-item <box>14 1362 231 1387</box>
page-number: ΣΕΛΙΣ 3 <box>1343 20 1557 51</box>
eychetiria-title: Ευχετήρια <box>14 58 104 76</box>
cinema-listing: τηλ. 33-100. «Ζητείται γαμπρός» <box>65 1543 224 1555</box>
taxi-name: Τούμπας <box>14 1180 56 1191</box>
taxi-row <box>14 1192 231 1204</box>
taxi-name: Γαλλικού <box>14 1027 60 1038</box>
cinema-listing: τηλ. 510-300. «Ο πατέρας μου» <box>67 1568 218 1580</box>
taxi-row <box>14 1110 231 1122</box>
radio-station: Θεσσαλονίκης <box>278 48 359 59</box>
taxi-name: Ευζώνων <box>14 1062 59 1074</box>
raintgen-subhead: Τεχνητόν οφθαλμόν είχε μία βασίλισσα τής αρχαίας Αιγύπτου.— Πολιομυελίτις προσέβαλε τόν Σίπφα.— <box>794 814 1332 858</box>
column-main-news <box>792 20 1334 2314</box>
panigyris-title: Πανηγυρική συνεδρίασις του «Λέω Κλάμπ» <box>655 850 779 891</box>
diatheseis-title: Ή τιμή αναθέσεως τής νέας σοδειάς <box>414 1898 581 1927</box>
raintgen-headline: Οί Φαραώ έπασχον έξ αρθρίτιδος ώς διεπιστώθη μέ ακτίνας «Χ» υπό ενός Αμερικανού επιστήμονος <box>807 698 1319 806</box>
tv-text: 13.30 Ειδήσεις. 13.40 Μουσικό πρόγραμμα. 14.00 Ειδήσεις. 18.00 Πρόγραμμα ημέρας. 18.10 Παιδική ώρα. 19.00 Ελληνική ταινία. 20.00 Ειδήσεις. 20.30 Ο κόσμος της επιστήμης. 21.00 Σειρά: «Το σπίτι». 22.00 Ειδήσεις. 22.15 Αθλητικά. <box>241 1287 396 1396</box>
tv-sub: ΕΘΝΙΚΟΥ ΙΔΡΥΜΑΤΟΣ <box>259 1274 379 1286</box>
taxi-number: 27-330 <box>198 1038 231 1050</box>
taxi-number: 21-211 <box>198 1050 231 1062</box>
raintgen-kicker: Συνέδριον επί τών «Ραίντγκεν» <box>792 672 1334 692</box>
taxi-number: 34-035 <box>198 980 231 991</box>
cinema-item <box>14 1544 231 1556</box>
panigyris-text: Σήμερον, ώραν 8.30 μ.μ., το Λέων Κλάμπ θα πραγματοποιήσει πανηγυρικήν συνεδρίασιν επί τη επετείω της ιδρύσεως του. <box>653 892 781 966</box>
provinces-title: Επαρχιών <box>14 1586 100 1605</box>
cinema-item <box>14 1508 231 1520</box>
taxi-number: 41-370 <box>198 956 231 968</box>
column-rule <box>1339 20 1340 2314</box>
taxi-name: Αγ. Δημητρίου <box>14 956 82 968</box>
cinema-listing: τηλ. 84-320. «Τα παιδιά της καταιγίδας» <box>14 1410 195 1434</box>
kicker-2: ΣΕ ΠΑΡΚΟ ΤΟΥ ΛΟΝΔΙΝΟΥ <box>1378 344 1523 356</box>
geron-text: Υπό του διοικητού του ΑΧΕΠΑ ανεκοινώθη ότι απεβίωσεν εις το νοσοκομείον γέρων, ηλικίας 80 ετών, του οποίου δεν εγνώσθη το όνομα. Οι γνωρίζοντες τι περί αυτού παρακαλούνται να ενημερώσουν τας αρχάς. Υπό του διοικητού του ΑΧΕΠΑ ανεκοινώθη ότι απεβίωσεν εις το νοσοκομείον γέρων, ηλικίας 80 ετών, του οποίου δεν εγνώσθη το όνομα. Οι γνωρίζοντες τι περί αυτού παρακαλούνται να ενημερώσουν τας αρχάς. <box>792 1305 1058 1432</box>
price-value: 321.00 <box>557 1776 590 1788</box>
africa-text-2: ΓΙΟΧΑΝΕΣΜΠΟΥΡΓΚ, 29, (Ηνωμ. Τύποι).— Πυρκαγιά εξερράγη εις την στοάν του μεγαλυτέρου ορυχείου πλατίνης του κόσμου, εις το Ρούστενμπουργκ. Ο αριθμός των εγκλωβισθέντων εργατών δεν είναι γνωστός. Αι αρχαί ερευνούν το ενδεχόμενον σαμποτάζ υπό εργατών οι οποίοι είχον απολυθή προσφάτως. <box>1068 567 1334 653</box>
cinema-listing: τηλ. 47-692 (Π. Κρικεί). «Οι αδελφοί» <box>14 1458 189 1483</box>
peiraia-subhead: ΔΥΟ ΔΙΚΑΣΤΙΚΟΙ ΥΠΑΛΛΗΛΟΙ ΚΑΙ ΞΕΝΟΣ ΔΗΜΟΣΙΟΓΡΑΦΟΣ <box>867 1093 1259 1143</box>
cinema-item <box>14 1569 231 1581</box>
taxi-name: Λευκού Πύργου <box>14 1121 88 1133</box>
taxi-name: Σταθμού <box>14 1156 56 1168</box>
timi-table <box>404 1776 590 1811</box>
cinema-listing: τηλ. 81-880. «Ο κλέφτης του Βαγδάτης» <box>14 1435 206 1458</box>
taxi-row <box>14 1028 231 1039</box>
akadimia-title: Ακαδήμειον από αύριον ή λειτουργία της πλαζ «Αγ. Τριάδος» <box>661 713 773 769</box>
taxi-name: Συντριβανίου <box>14 1168 79 1180</box>
taxi-number: 38-470 <box>198 1015 231 1027</box>
cinema-sub: ΣΥΝΕΧΕΙΑ ΕΚ ΤΗΣ 2ΑΣ ΣΕΛ. <box>14 1276 166 1288</box>
melloyntes-text: Ο ΚΩΝΣΤΑΝΤΙΝΟΣ ΚΑΛΟΣ και η δις ΧΡΥΣΑ ΠΑΠΑΔΟΠΟΥΛΟΥ του Δημητρίου, εμοιράσθησαν το γαμήλιον δακτυλίδιον. Συγχαρητήρια εις τους μελλονύμφους και τας οικογενείας των. Ευχαριστίαι θερμόταται. Ο ΓΕΩΡΓΙΟΣ ΚΑΡΑΤΖΟΓΛΟΥ και η δις ΧΡΥΣΑ ΠΑΠΑΔΟΠΟΥΛΟΥ του Δημητρίου, εμοιράσθησαν το γαμήλιον δακτυλίδιον. Συγχαρητήρια εις τους μελλονύμφους και τας οικογενείας των. Ευχαριστίαι θερμόταται. Ο ΔΗΜΗΤΡΙΟΣ ΚΑΤΣΑΔΟΣ και η δις ΧΡΥΣΑ ΠΑΠΑΔΟΠΟΥΛΟΥ του Δημητρίου, εμοιράσθησαν το γαμήλιον δακτυλίδιον. Συγχαρητήρια εις τους μελλονύμφους και τας οικογενείας των. Ευχαριστίαι θερμόταται. Ο ΚΩΝΣΤΑΝΤΙΝΟΣ ΚΟΥΤΣΙΔΗΣ και η δις ΧΡΥΣΑ ΠΑΠΑΔΟΠΟΥΛΟΥ του Δημητρίου, εμοιράσθησαν το γαμήλιον δακτυλίδιον. Συγχαρητήρια εις τους μελλονύμφους και τας οικογενείας των. Ευχαριστίαι θερμόταται. Ο ΚΩΝΣΤΑΝΤΙΝΟΣ ΠΑΣΑΛΙΔΗΣ και η δις ΧΡΥΣΑ ΠΑΠΑΔΟΠΟΥΛΟΥ του Δημητρίου, εμοιράσθησαν το γαμήλιον δακτυλίδιον. Συγχαρητήρια εις τους μελλονύμφους και τας οικογενείας των. Ευχαριστίαι θερμόταται. Ο Χ. ΚΑΡΑΜΑΝΟΣ και η δις ΧΡΥΣΑ ΠΑΠΑΔΟΠΟΥΛΟΥ του Δημητρίου, εμοιράσθησαν το γαμήλιον δακτυλίδιον. Συγχαρητήρια εις τους μελλονύμφους και τας οικογενείας των. Ευχαριστίαι θερμόταται. Ο ΔΗΜΗΤΡΙΟΣ ΣΑΓΙΑΔΗΣ και η δις ΧΡΥΣΑ ΠΑΠΑΔΟΠΟΥΛΟΥ του Δημητρίου, εμοιράσθησαν το γαμήλιον δακτυλίδιον. Συγχαρητήρια εις τους μελλονύμφους και τας οικογενείας των. Ευχαριστίαι θερμόταται. <box>14 370 231 912</box>
enoplon-title: Ενόπλων Δυνάμεων <box>241 873 372 887</box>
column-rule <box>786 20 787 2314</box>
georgios-text: ΛΟΝΔΙΝΟΝ, 29, (Ρώυτερ).— Ο συνταγματάρχης Πήτερ Τάουνσεντ, παλαιός φίλος της πριγκηπίσσης Μαργαρίτας, θα εκδώση βιβλίον αναφερόμενον εις τον βασιλέα Γεώργιον ΣΤ΄, πατέρα της Μαργαρίτας. <box>792 1492 1334 1517</box>
cinema-name: ΓΑΛΑΞΙΑΣ <box>14 1435 65 1446</box>
price-value: 285.00 <box>557 1788 590 1799</box>
provinces-text: ΒΕΡΟΙΑ: ΖΑΠΠΕΙΟΝ «Μιχαήλ Στρογκώφ». ΣΕΡΡΑΙ: ΑΣΤΗΡ «Οι Κλέφτες». ΚΑΒΑΛΑ: ΑΠΟΛΛΩΝ «Αγάπη μου». ΠΤΟΛΕΜΑΪΣ: ΡΕΞ «Ο Κάπτεν Φρέντυ». ΕΔΕΣΣΑ: ΟΑΣΙΣ «Τελευταία νύχτα». <box>14 1606 231 1668</box>
psifismata-header: Ψηφίσματα <box>241 1494 396 1524</box>
tv-header: Τηλεόρασις <box>241 1242 396 1272</box>
price-row <box>404 1776 590 1788</box>
taxi-name: Εγνατίας <box>14 1050 59 1062</box>
taxi-number: 84-850 <box>198 1144 231 1156</box>
price-label: Γαλλικό <box>404 1788 444 1799</box>
cinema-listing: τηλ. 81-900. «Η καταιγίς» <box>104 1556 231 1568</box>
headline-1: «ΑΝΤΙΚΟΙΝΙΝΙΚΑ» ΣΤΟΙΧΕΙΑ ΓΑΛΛΟΙ ΣΤΡΑΤΙΩΤΑΙ ΜΕ ΤΑΤΟΥΑΖ <box>1351 70 1549 114</box>
taxi-number: 51-240 <box>198 1133 231 1144</box>
taxi-name: Βασ. Γεωργίου <box>14 1003 85 1015</box>
column-social <box>14 20 231 2314</box>
cinema-name: ΟΛΥΜΠΙΑ <box>14 1568 65 1580</box>
